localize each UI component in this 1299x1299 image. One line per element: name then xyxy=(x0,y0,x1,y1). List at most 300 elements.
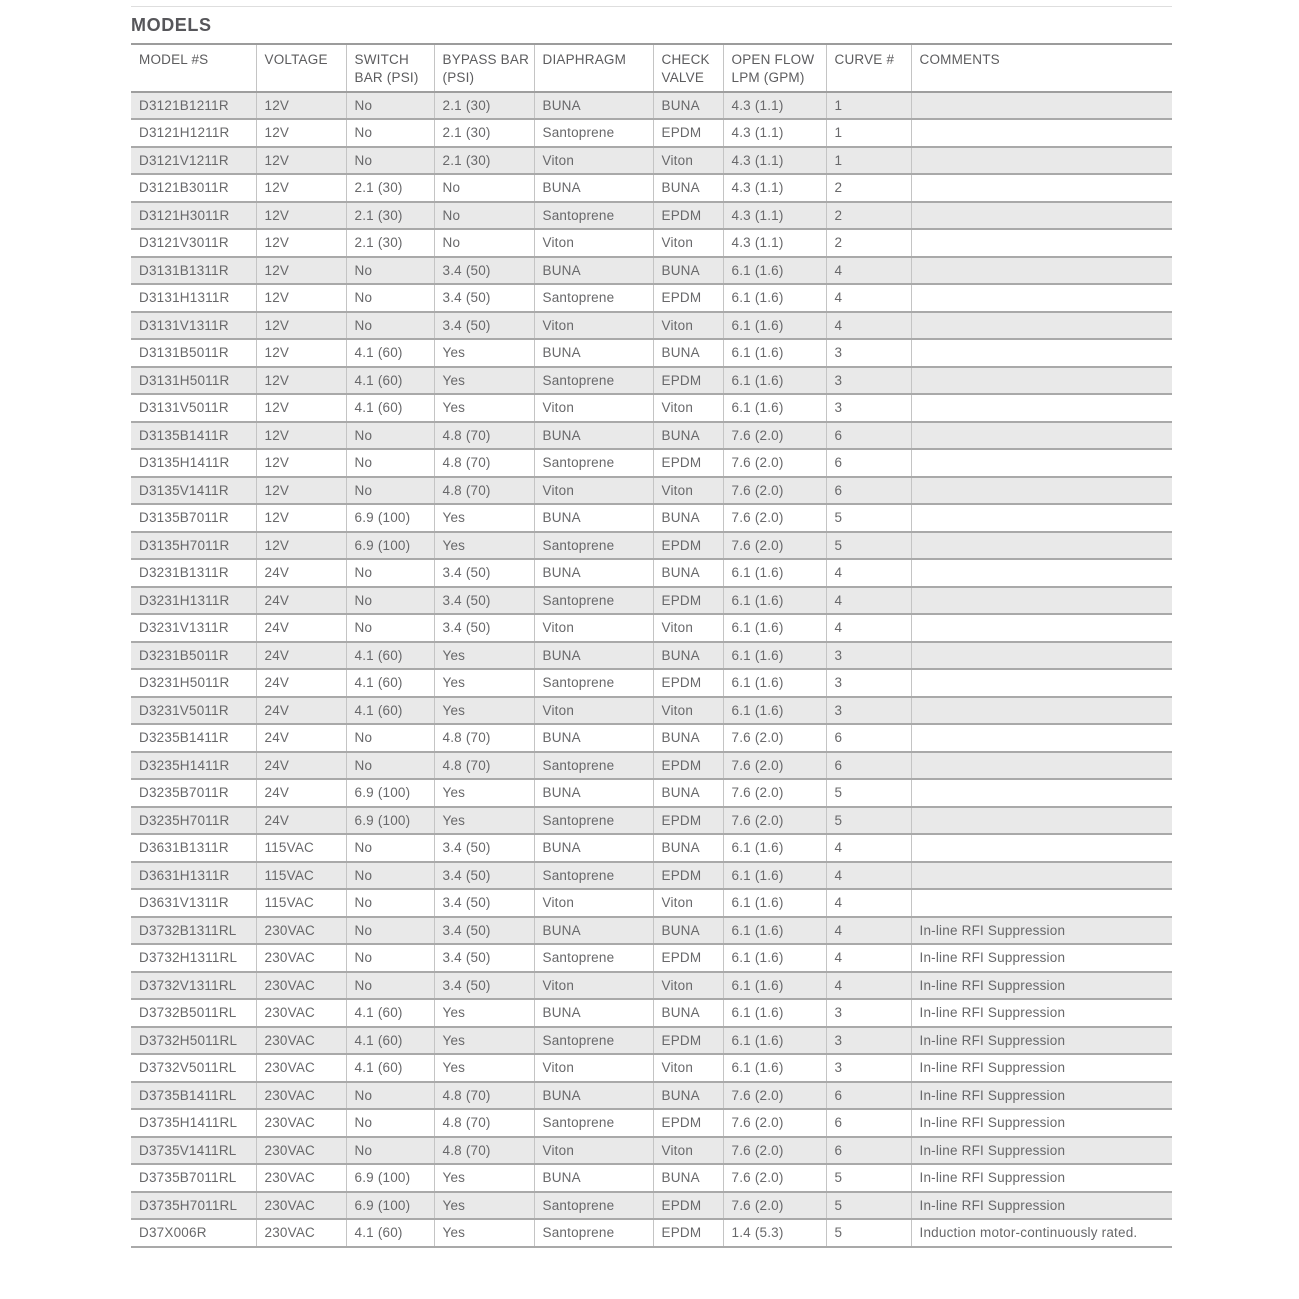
cell-model: D3231B1311R xyxy=(131,559,256,587)
table-row xyxy=(131,422,1172,450)
column-header-comments: COMMENTS xyxy=(911,45,1172,92)
cell-comments xyxy=(911,669,1172,697)
table-row xyxy=(131,449,1172,477)
cell-model: D37X006R xyxy=(131,1219,256,1247)
cell-switch_bar: No xyxy=(346,119,434,147)
cell-bypass_bar: 3.4 (50) xyxy=(434,614,534,642)
cell-diaphragm: BUNA xyxy=(534,257,653,285)
cell-model: D3732H1311RL xyxy=(131,944,256,972)
cell-switch_bar: 4.1 (60) xyxy=(346,394,434,422)
cell-model: D3735V1411RL xyxy=(131,1137,256,1165)
cell-model: D3235B7011R xyxy=(131,779,256,807)
table-row xyxy=(131,862,1172,890)
cell-switch_bar: No xyxy=(346,1082,434,1110)
table-row xyxy=(131,312,1172,340)
cell-switch_bar: No xyxy=(346,862,434,890)
cell-model: D3231B5011R xyxy=(131,642,256,670)
cell-comments xyxy=(911,477,1172,505)
cell-voltage: 230VAC xyxy=(256,1164,346,1192)
cell-diaphragm: Santoprene xyxy=(534,119,653,147)
cell-switch_bar: 4.1 (60) xyxy=(346,697,434,725)
cell-comments xyxy=(911,92,1172,120)
cell-bypass_bar: 4.8 (70) xyxy=(434,1137,534,1165)
cell-model: D3732V1311RL xyxy=(131,972,256,1000)
cell-voltage: 24V xyxy=(256,779,346,807)
cell-bypass_bar: Yes xyxy=(434,532,534,560)
cell-check_valve: Viton xyxy=(653,889,723,917)
cell-curve: 4 xyxy=(826,614,911,642)
cell-model: D3131V5011R xyxy=(131,394,256,422)
cell-switch_bar: No xyxy=(346,1109,434,1137)
table-row xyxy=(131,1109,1172,1137)
cell-voltage: 24V xyxy=(256,752,346,780)
cell-voltage: 115VAC xyxy=(256,834,346,862)
cell-check_valve: EPDM xyxy=(653,367,723,395)
cell-diaphragm: Viton xyxy=(534,394,653,422)
table-row xyxy=(131,669,1172,697)
cell-bypass_bar: Yes xyxy=(434,394,534,422)
cell-bypass_bar: Yes xyxy=(434,779,534,807)
cell-check_valve: Viton xyxy=(653,477,723,505)
models-section xyxy=(131,0,1172,1248)
cell-bypass_bar: 4.8 (70) xyxy=(434,1082,534,1110)
cell-switch_bar: 6.9 (100) xyxy=(346,1164,434,1192)
cell-diaphragm: Santoprene xyxy=(534,284,653,312)
cell-model: D3135B7011R xyxy=(131,504,256,532)
cell-curve: 1 xyxy=(826,147,911,175)
cell-check_valve: BUNA xyxy=(653,779,723,807)
cell-diaphragm: Santoprene xyxy=(534,1027,653,1055)
cell-voltage: 230VAC xyxy=(256,1082,346,1110)
cell-switch_bar: No xyxy=(346,889,434,917)
cell-switch_bar: No xyxy=(346,422,434,450)
cell-bypass_bar: 3.4 (50) xyxy=(434,587,534,615)
table-row xyxy=(131,1219,1172,1247)
cell-voltage: 12V xyxy=(256,92,346,120)
cell-open_flow: 4.3 (1.1) xyxy=(723,174,826,202)
cell-curve: 3 xyxy=(826,1027,911,1055)
cell-open_flow: 6.1 (1.6) xyxy=(723,394,826,422)
cell-bypass_bar: No xyxy=(434,202,534,230)
table-row xyxy=(131,1082,1172,1110)
table-row xyxy=(131,614,1172,642)
cell-bypass_bar: Yes xyxy=(434,1219,534,1247)
cell-open_flow: 6.1 (1.6) xyxy=(723,1054,826,1082)
cell-diaphragm: BUNA xyxy=(534,642,653,670)
table-row xyxy=(131,724,1172,752)
cell-model: D3231V5011R xyxy=(131,697,256,725)
cell-curve: 6 xyxy=(826,1109,911,1137)
cell-bypass_bar: Yes xyxy=(434,697,534,725)
top-divider-rule xyxy=(131,6,1172,7)
cell-check_valve: Viton xyxy=(653,1137,723,1165)
cell-voltage: 24V xyxy=(256,669,346,697)
cell-comments: In-line RFI Suppression xyxy=(911,1137,1172,1165)
cell-bypass_bar: 3.4 (50) xyxy=(434,834,534,862)
cell-comments xyxy=(911,257,1172,285)
cell-voltage: 12V xyxy=(256,394,346,422)
cell-switch_bar: 4.1 (60) xyxy=(346,1054,434,1082)
cell-comments xyxy=(911,504,1172,532)
table-row xyxy=(131,834,1172,862)
cell-voltage: 24V xyxy=(256,587,346,615)
table-row xyxy=(131,119,1172,147)
cell-check_valve: Viton xyxy=(653,1054,723,1082)
cell-curve: 6 xyxy=(826,752,911,780)
cell-switch_bar: No xyxy=(346,559,434,587)
cell-check_valve: EPDM xyxy=(653,862,723,890)
cell-comments xyxy=(911,532,1172,560)
cell-comments: In-line RFI Suppression xyxy=(911,1027,1172,1055)
cell-voltage: 24V xyxy=(256,614,346,642)
cell-comments xyxy=(911,587,1172,615)
cell-diaphragm: Viton xyxy=(534,312,653,340)
cell-bypass_bar: Yes xyxy=(434,1164,534,1192)
cell-model: D3121B3011R xyxy=(131,174,256,202)
cell-switch_bar: 6.9 (100) xyxy=(346,779,434,807)
cell-switch_bar: No xyxy=(346,257,434,285)
table-row xyxy=(131,779,1172,807)
cell-comments xyxy=(911,202,1172,230)
page-title: MODELS xyxy=(131,15,212,35)
cell-switch_bar: No xyxy=(346,587,434,615)
cell-comments: In-line RFI Suppression xyxy=(911,917,1172,945)
cell-diaphragm: Viton xyxy=(534,697,653,725)
cell-comments: In-line RFI Suppression xyxy=(911,1082,1172,1110)
cell-open_flow: 7.6 (2.0) xyxy=(723,1192,826,1220)
cell-voltage: 12V xyxy=(256,339,346,367)
cell-switch_bar: 6.9 (100) xyxy=(346,532,434,560)
cell-check_valve: BUNA xyxy=(653,642,723,670)
cell-comments xyxy=(911,642,1172,670)
cell-bypass_bar: 3.4 (50) xyxy=(434,889,534,917)
cell-model: D3235H1411R xyxy=(131,752,256,780)
column-header-model: MODEL #S xyxy=(131,45,256,92)
cell-curve: 3 xyxy=(826,669,911,697)
cell-model: D3235B1411R xyxy=(131,724,256,752)
cell-check_valve: EPDM xyxy=(653,669,723,697)
cell-voltage: 12V xyxy=(256,147,346,175)
cell-model: D3121V1211R xyxy=(131,147,256,175)
cell-check_valve: EPDM xyxy=(653,119,723,147)
cell-bypass_bar: Yes xyxy=(434,642,534,670)
cell-check_valve: EPDM xyxy=(653,1109,723,1137)
table-row xyxy=(131,174,1172,202)
cell-bypass_bar: 3.4 (50) xyxy=(434,862,534,890)
table-row xyxy=(131,972,1172,1000)
cell-model: D3131H1311R xyxy=(131,284,256,312)
cell-diaphragm: BUNA xyxy=(534,504,653,532)
cell-diaphragm: Viton xyxy=(534,147,653,175)
cell-open_flow: 6.1 (1.6) xyxy=(723,614,826,642)
cell-open_flow: 6.1 (1.6) xyxy=(723,999,826,1027)
cell-voltage: 230VAC xyxy=(256,972,346,1000)
cell-open_flow: 6.1 (1.6) xyxy=(723,587,826,615)
cell-open_flow: 6.1 (1.6) xyxy=(723,917,826,945)
table-row xyxy=(131,284,1172,312)
cell-comments xyxy=(911,284,1172,312)
cell-bypass_bar: Yes xyxy=(434,1192,534,1220)
cell-voltage: 12V xyxy=(256,477,346,505)
table-row xyxy=(131,944,1172,972)
cell-voltage: 230VAC xyxy=(256,944,346,972)
cell-diaphragm: BUNA xyxy=(534,1164,653,1192)
cell-voltage: 12V xyxy=(256,174,346,202)
cell-switch_bar: No xyxy=(346,614,434,642)
cell-check_valve: Viton xyxy=(653,312,723,340)
cell-curve: 6 xyxy=(826,1137,911,1165)
cell-bypass_bar: 4.8 (70) xyxy=(434,724,534,752)
cell-open_flow: 7.6 (2.0) xyxy=(723,1164,826,1192)
cell-comments xyxy=(911,119,1172,147)
cell-curve: 5 xyxy=(826,779,911,807)
cell-model: D3131V1311R xyxy=(131,312,256,340)
column-header-switch_bar: SWITCH BAR (PSI) xyxy=(346,45,434,92)
cell-check_valve: Viton xyxy=(653,147,723,175)
column-header-voltage: VOLTAGE xyxy=(256,45,346,92)
cell-comments: In-line RFI Suppression xyxy=(911,1109,1172,1137)
cell-curve: 3 xyxy=(826,339,911,367)
cell-model: D3231H5011R xyxy=(131,669,256,697)
cell-curve: 4 xyxy=(826,972,911,1000)
cell-open_flow: 4.3 (1.1) xyxy=(723,147,826,175)
cell-voltage: 12V xyxy=(256,257,346,285)
cell-model: D3631V1311R xyxy=(131,889,256,917)
cell-check_valve: BUNA xyxy=(653,339,723,367)
cell-bypass_bar: Yes xyxy=(434,807,534,835)
cell-bypass_bar: Yes xyxy=(434,669,534,697)
cell-comments xyxy=(911,862,1172,890)
cell-diaphragm: Santoprene xyxy=(534,1109,653,1137)
cell-model: D3735B7011RL xyxy=(131,1164,256,1192)
cell-open_flow: 7.6 (2.0) xyxy=(723,1082,826,1110)
cell-voltage: 24V xyxy=(256,559,346,587)
cell-curve: 3 xyxy=(826,697,911,725)
cell-voltage: 12V xyxy=(256,532,346,560)
table-row xyxy=(131,339,1172,367)
cell-diaphragm: BUNA xyxy=(534,559,653,587)
cell-curve: 3 xyxy=(826,394,911,422)
cell-open_flow: 6.1 (1.6) xyxy=(723,862,826,890)
cell-curve: 5 xyxy=(826,532,911,560)
cell-curve: 3 xyxy=(826,642,911,670)
cell-check_valve: Viton xyxy=(653,229,723,257)
cell-model: D3732B5011RL xyxy=(131,999,256,1027)
cell-curve: 5 xyxy=(826,1219,911,1247)
cell-comments xyxy=(911,312,1172,340)
cell-model: D3121H1211R xyxy=(131,119,256,147)
cell-open_flow: 7.6 (2.0) xyxy=(723,449,826,477)
table-row xyxy=(131,999,1172,1027)
cell-check_valve: EPDM xyxy=(653,752,723,780)
cell-bypass_bar: Yes xyxy=(434,999,534,1027)
cell-curve: 3 xyxy=(826,367,911,395)
cell-bypass_bar: 4.8 (70) xyxy=(434,1109,534,1137)
cell-comments xyxy=(911,889,1172,917)
cell-curve: 1 xyxy=(826,119,911,147)
cell-comments xyxy=(911,367,1172,395)
cell-open_flow: 7.6 (2.0) xyxy=(723,807,826,835)
cell-bypass_bar: No xyxy=(434,229,534,257)
cell-voltage: 24V xyxy=(256,697,346,725)
cell-open_flow: 1.4 (5.3) xyxy=(723,1219,826,1247)
cell-diaphragm: Viton xyxy=(534,1054,653,1082)
cell-voltage: 230VAC xyxy=(256,917,346,945)
cell-switch_bar: 4.1 (60) xyxy=(346,1027,434,1055)
cell-diaphragm: Santoprene xyxy=(534,202,653,230)
cell-voltage: 24V xyxy=(256,642,346,670)
cell-check_valve: EPDM xyxy=(653,202,723,230)
cell-bypass_bar: 3.4 (50) xyxy=(434,972,534,1000)
cell-curve: 4 xyxy=(826,559,911,587)
cell-open_flow: 7.6 (2.0) xyxy=(723,504,826,532)
cell-comments: Induction motor-continuously rated. xyxy=(911,1219,1172,1247)
cell-voltage: 12V xyxy=(256,119,346,147)
cell-comments xyxy=(911,724,1172,752)
cell-diaphragm: BUNA xyxy=(534,724,653,752)
cell-diaphragm: BUNA xyxy=(534,92,653,120)
cell-open_flow: 7.6 (2.0) xyxy=(723,532,826,560)
table-row xyxy=(131,807,1172,835)
cell-curve: 4 xyxy=(826,917,911,945)
cell-check_valve: BUNA xyxy=(653,174,723,202)
cell-check_valve: EPDM xyxy=(653,587,723,615)
cell-check_valve: EPDM xyxy=(653,1219,723,1247)
cell-check_valve: BUNA xyxy=(653,1164,723,1192)
cell-open_flow: 7.6 (2.0) xyxy=(723,752,826,780)
cell-comments xyxy=(911,779,1172,807)
cell-switch_bar: 4.1 (60) xyxy=(346,669,434,697)
cell-check_valve: BUNA xyxy=(653,504,723,532)
cell-model: D3121B1211R xyxy=(131,92,256,120)
cell-open_flow: 7.6 (2.0) xyxy=(723,779,826,807)
cell-diaphragm: Viton xyxy=(534,972,653,1000)
cell-open_flow: 6.1 (1.6) xyxy=(723,284,826,312)
table-row xyxy=(131,1192,1172,1220)
table-row xyxy=(131,642,1172,670)
cell-switch_bar: No xyxy=(346,449,434,477)
cell-curve: 4 xyxy=(826,944,911,972)
cell-bypass_bar: 3.4 (50) xyxy=(434,312,534,340)
cell-switch_bar: 2.1 (30) xyxy=(346,202,434,230)
cell-curve: 4 xyxy=(826,862,911,890)
cell-curve: 6 xyxy=(826,724,911,752)
cell-check_valve: EPDM xyxy=(653,944,723,972)
cell-voltage: 12V xyxy=(256,229,346,257)
cell-diaphragm: Santoprene xyxy=(534,587,653,615)
cell-curve: 5 xyxy=(826,1192,911,1220)
table-row xyxy=(131,752,1172,780)
cell-bypass_bar: Yes xyxy=(434,504,534,532)
cell-comments xyxy=(911,229,1172,257)
cell-curve: 4 xyxy=(826,587,911,615)
cell-curve: 1 xyxy=(826,92,911,120)
cell-comments: In-line RFI Suppression xyxy=(911,944,1172,972)
cell-diaphragm: Santoprene xyxy=(534,532,653,560)
cell-check_valve: BUNA xyxy=(653,724,723,752)
cell-open_flow: 7.6 (2.0) xyxy=(723,1109,826,1137)
cell-comments xyxy=(911,697,1172,725)
cell-comments: In-line RFI Suppression xyxy=(911,1192,1172,1220)
cell-open_flow: 4.3 (1.1) xyxy=(723,202,826,230)
cell-curve: 4 xyxy=(826,257,911,285)
cell-open_flow: 6.1 (1.6) xyxy=(723,312,826,340)
cell-voltage: 12V xyxy=(256,367,346,395)
cell-check_valve: BUNA xyxy=(653,1082,723,1110)
cell-diaphragm: Viton xyxy=(534,614,653,642)
cell-curve: 5 xyxy=(826,504,911,532)
cell-bypass_bar: 2.1 (30) xyxy=(434,119,534,147)
cell-diaphragm: Santoprene xyxy=(534,862,653,890)
cell-model: D3732B1311RL xyxy=(131,917,256,945)
cell-check_valve: Viton xyxy=(653,697,723,725)
cell-check_valve: BUNA xyxy=(653,917,723,945)
cell-open_flow: 6.1 (1.6) xyxy=(723,1027,826,1055)
cell-open_flow: 7.6 (2.0) xyxy=(723,477,826,505)
cell-switch_bar: 6.9 (100) xyxy=(346,504,434,532)
cell-diaphragm: BUNA xyxy=(534,999,653,1027)
cell-bypass_bar: No xyxy=(434,174,534,202)
cell-model: D3735H7011RL xyxy=(131,1192,256,1220)
cell-comments xyxy=(911,834,1172,862)
cell-switch_bar: 2.1 (30) xyxy=(346,229,434,257)
cell-voltage: 230VAC xyxy=(256,1109,346,1137)
cell-switch_bar: 4.1 (60) xyxy=(346,367,434,395)
cell-bypass_bar: Yes xyxy=(434,1027,534,1055)
cell-bypass_bar: Yes xyxy=(434,367,534,395)
cell-comments xyxy=(911,807,1172,835)
cell-open_flow: 7.6 (2.0) xyxy=(723,724,826,752)
cell-curve: 6 xyxy=(826,449,911,477)
cell-open_flow: 6.1 (1.6) xyxy=(723,944,826,972)
table-row xyxy=(131,229,1172,257)
cell-voltage: 12V xyxy=(256,202,346,230)
column-header-curve: CURVE # xyxy=(826,45,911,92)
cell-diaphragm: Viton xyxy=(534,889,653,917)
column-header-open_flow: OPEN FLOW LPM (GPM) xyxy=(723,45,826,92)
cell-curve: 4 xyxy=(826,284,911,312)
cell-diaphragm: BUNA xyxy=(534,339,653,367)
cell-bypass_bar: 3.4 (50) xyxy=(434,917,534,945)
cell-switch_bar: 6.9 (100) xyxy=(346,1192,434,1220)
cell-diaphragm: Santoprene xyxy=(534,1219,653,1247)
table-row xyxy=(131,257,1172,285)
cell-comments: In-line RFI Suppression xyxy=(911,999,1172,1027)
cell-diaphragm: BUNA xyxy=(534,779,653,807)
cell-model: D3121H3011R xyxy=(131,202,256,230)
cell-model: D3135V1411R xyxy=(131,477,256,505)
cell-comments xyxy=(911,339,1172,367)
table-row xyxy=(131,1027,1172,1055)
cell-diaphragm: Santoprene xyxy=(534,807,653,835)
cell-open_flow: 4.3 (1.1) xyxy=(723,119,826,147)
table-header-row xyxy=(131,45,1172,92)
cell-curve: 3 xyxy=(826,999,911,1027)
cell-bypass_bar: 4.8 (70) xyxy=(434,477,534,505)
cell-bypass_bar: Yes xyxy=(434,339,534,367)
cell-curve: 6 xyxy=(826,477,911,505)
cell-comments xyxy=(911,174,1172,202)
cell-model: D3121V3011R xyxy=(131,229,256,257)
cell-voltage: 12V xyxy=(256,422,346,450)
cell-voltage: 12V xyxy=(256,504,346,532)
cell-model: D3732H5011RL xyxy=(131,1027,256,1055)
cell-check_valve: Viton xyxy=(653,614,723,642)
table-row xyxy=(131,587,1172,615)
column-header-bypass_bar: BYPASS BAR (PSI) xyxy=(434,45,534,92)
cell-open_flow: 6.1 (1.6) xyxy=(723,257,826,285)
cell-switch_bar: No xyxy=(346,92,434,120)
